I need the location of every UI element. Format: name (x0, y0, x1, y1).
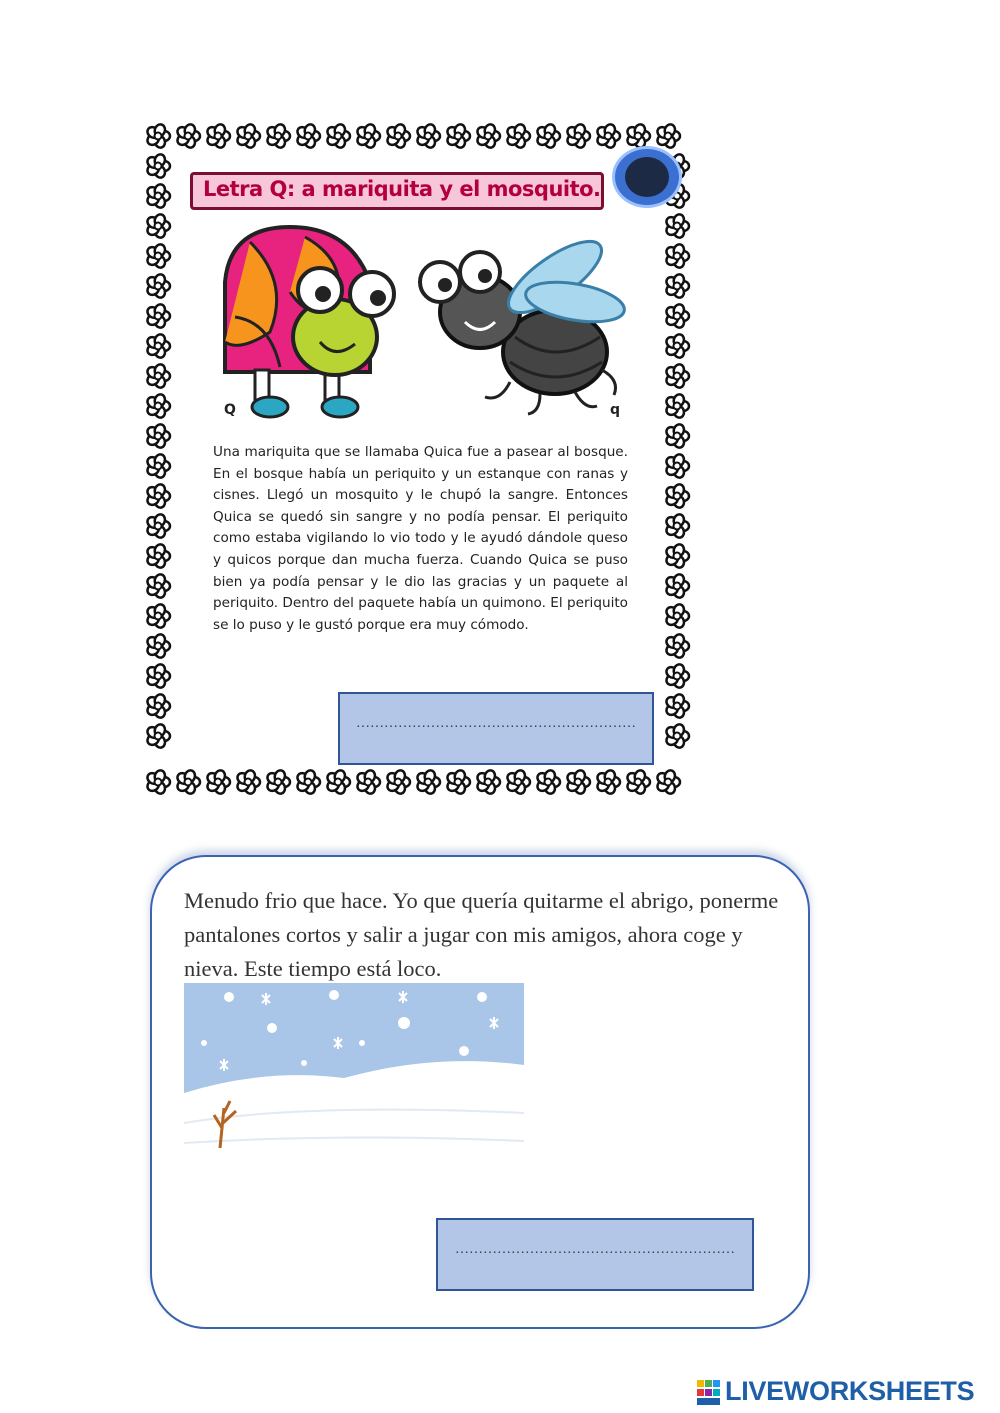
flower-icon (664, 723, 689, 749)
liveworksheets-logo[interactable] (697, 1376, 974, 1407)
flower-icon (535, 123, 560, 149)
flower-icon (664, 393, 689, 419)
flower-icon (145, 603, 170, 629)
flower-icon (664, 243, 689, 269)
flower-icon (145, 453, 170, 479)
flower-icon (145, 663, 170, 689)
letter-lowercase-q: q (610, 402, 621, 418)
flower-icon (145, 363, 170, 389)
flower-icon (664, 633, 689, 659)
flower-icon (565, 123, 590, 149)
flower-icon (565, 769, 590, 795)
answer-input-2[interactable] (436, 1218, 754, 1291)
flower-icon (664, 333, 689, 359)
flower-icon (145, 123, 170, 149)
flower-icon (205, 123, 230, 149)
worksheet-title-banner (190, 172, 604, 210)
flower-icon (655, 769, 680, 795)
flower-icon (145, 423, 170, 449)
flower-icon (325, 123, 350, 149)
flower-icon (205, 769, 230, 795)
flower-icon (355, 769, 380, 795)
flower-icon (235, 769, 260, 795)
brand-name: LIVEWORKSHEETS (725, 1376, 975, 1406)
flower-icon (664, 663, 689, 689)
flower-icon (175, 769, 200, 795)
mosquito (420, 229, 627, 414)
flower-icon (664, 573, 689, 599)
flower-icon (664, 423, 689, 449)
flower-icon (655, 123, 680, 149)
flower-icon (475, 769, 500, 795)
flower-icon (145, 303, 170, 329)
flower-icon (325, 769, 350, 795)
flower-icon (295, 769, 320, 795)
flower-icon (145, 573, 170, 599)
flower-icon (145, 153, 170, 179)
flower-icon (145, 333, 170, 359)
story-text: Una mariquita que se llamaba Quica fue a pasear al bosque. En el bosque había un periquito y un estanque con ranas y cisnes. Llegó un mosquito y le chupó la sangre. Entonces Quica se quedó sin sangre y no podía pensar. El periquito como estaba vigilando lo vio todo y le ayudó dándole queso y quicos porque dan mucha fuerza. Cuando Quica se puso bien ya podía pensar y le dio las gracias y un paquete al periquito. Dentro del paquete había un quimono. El periquito se lo puso y le gustó porque era muy cómodo. (213, 444, 628, 633)
flower-icon (664, 363, 689, 389)
liveworksheets-icon (697, 1380, 721, 1406)
flower-icon (265, 123, 290, 149)
logo-emblem (625, 157, 669, 197)
flower-icon (385, 123, 410, 149)
flower-icon (664, 603, 689, 629)
flower-icon (265, 769, 290, 795)
flower-icon (145, 769, 170, 795)
flower-icon (145, 273, 170, 299)
flower-icon (664, 513, 689, 539)
flower-icon (664, 453, 689, 479)
flower-icon (595, 123, 620, 149)
flower-icon (505, 769, 530, 795)
flower-icon (145, 543, 170, 569)
ladybug (225, 227, 394, 417)
flower-icon (145, 483, 170, 509)
ladybug-and-mosquito-illustration (210, 222, 630, 422)
flower-icon (145, 243, 170, 269)
letter-uppercase-q: Q (224, 402, 236, 418)
flower-icon (385, 769, 410, 795)
flower-icon (415, 123, 440, 149)
flower-icon (235, 123, 260, 149)
flower-icon (664, 273, 689, 299)
flower-icon (445, 123, 470, 149)
flower-icon (664, 303, 689, 329)
flower-icon (295, 123, 320, 149)
flower-icon (145, 393, 170, 419)
flower-icon (535, 769, 560, 795)
flower-icon (415, 769, 440, 795)
weather-text: Menudo frio que hace. Yo que quería quitarme el abrigo, ponerme pantalones cortos y salir a jugar con mis amigos, ahora coge y nieva. Este tiempo está loco. (184, 888, 779, 981)
flower-icon (475, 123, 500, 149)
publisher-logo (612, 146, 682, 208)
flower-icon (145, 183, 170, 209)
flower-icon (145, 633, 170, 659)
flower-icon (595, 769, 620, 795)
flower-icon (145, 513, 170, 539)
flower-icon (664, 693, 689, 719)
flower-icon (145, 213, 170, 239)
flower-icon (505, 123, 530, 149)
flower-icon (445, 769, 470, 795)
flower-icon (664, 213, 689, 239)
worksheet-title: Letra Q: a mariquita y el mosquito. (203, 177, 601, 201)
flower-icon (664, 483, 689, 509)
flower-icon (625, 769, 650, 795)
flower-icon (355, 123, 380, 149)
flower-icon (145, 693, 170, 719)
flower-icon (145, 723, 170, 749)
snow-landscape-image (184, 983, 524, 1173)
answer-placeholder-1: …………………………………………………… (356, 716, 636, 731)
answer-input-1[interactable] (338, 692, 654, 765)
flower-icon (664, 543, 689, 569)
flower-icon (175, 123, 200, 149)
answer-placeholder-2: …………………………………………………… (455, 1242, 735, 1257)
